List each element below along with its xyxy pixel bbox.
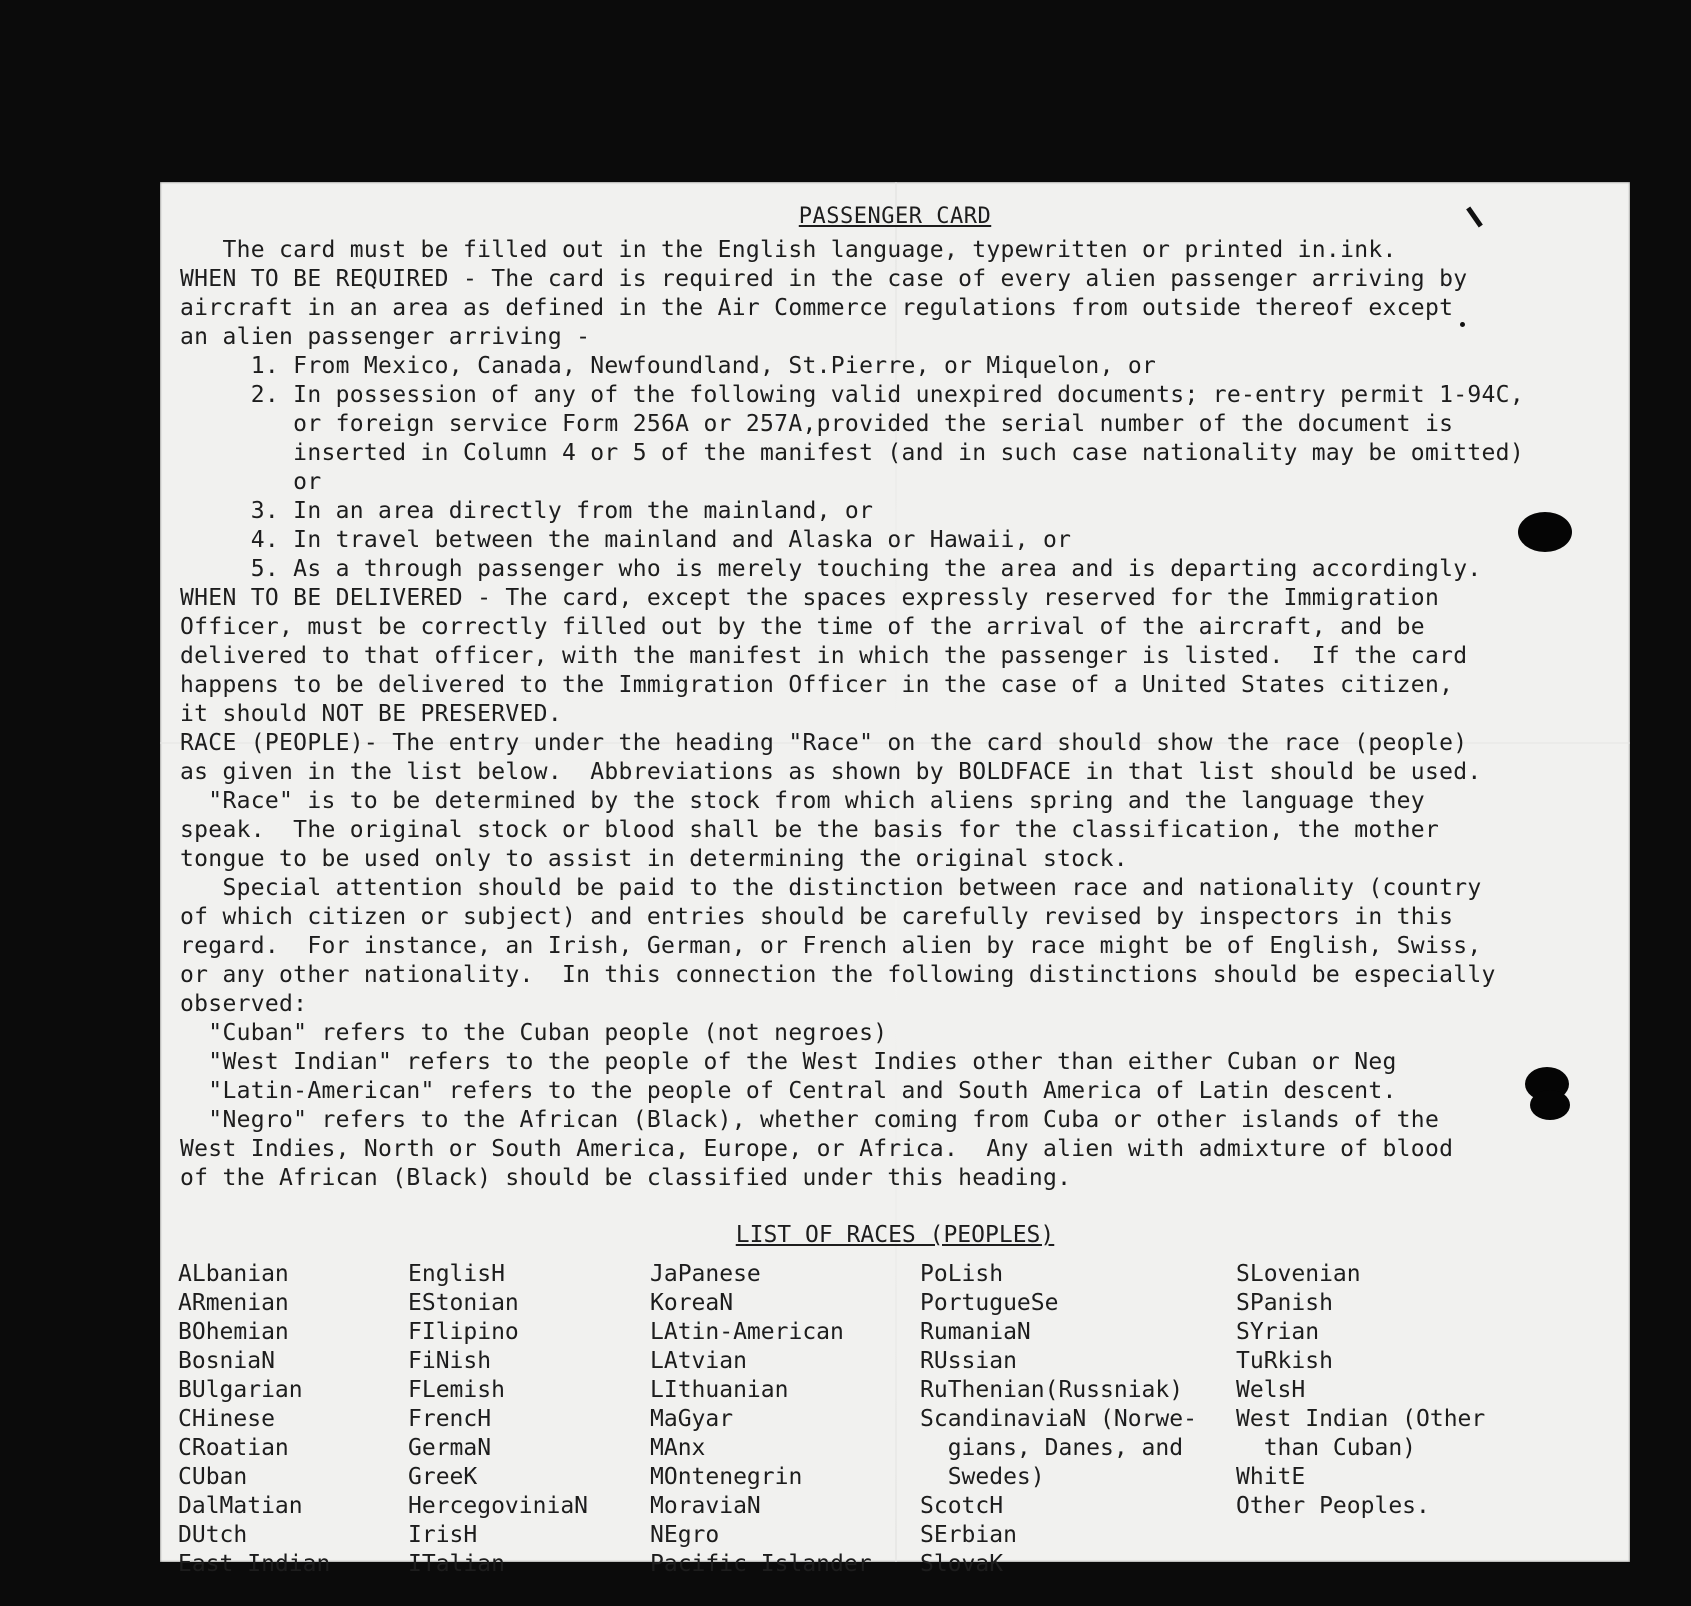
ink-blot xyxy=(1530,1090,1570,1120)
race-entry: WelsH xyxy=(1236,1377,1306,1403)
instruction-line: 3. In an area directly from the mainland, or xyxy=(180,498,874,524)
instruction-line: tongue to be used only to assist in determining the original stock. xyxy=(180,846,1128,872)
card-title: PASSENGER CARD xyxy=(798,204,992,229)
passenger-card xyxy=(160,182,1630,1577)
instruction-line: an alien passenger arriving - xyxy=(180,324,591,350)
race-entry: FIlipino xyxy=(408,1319,519,1345)
race-entry: ScandinaviaN (Norwe- xyxy=(920,1406,1197,1432)
instruction-line: "Cuban" refers to the Cuban people (not negroes) xyxy=(180,1020,888,1046)
instruction-line: "West Indian" refers to the people of the West Indies other than either Cuban or Neg xyxy=(180,1049,1397,1075)
race-entry: RUssian xyxy=(920,1348,1017,1374)
race-entry: EnglisH xyxy=(408,1261,505,1287)
race-entry: FrencH xyxy=(408,1406,492,1432)
instruction-line: of the African (Black) should be classified under this heading. xyxy=(180,1165,1072,1191)
instruction-line: it should NOT BE PRESERVED. xyxy=(180,701,562,727)
race-entry: gians, Danes, and xyxy=(920,1435,1184,1461)
race-entry: BosniaN xyxy=(178,1348,275,1374)
race-entry: SlovaK xyxy=(920,1551,1004,1577)
race-entry: SErbian xyxy=(920,1522,1017,1548)
race-entry: Other Peoples. xyxy=(1236,1493,1430,1519)
race-entry: CRoatian xyxy=(178,1435,289,1461)
race-entry: DalMatian xyxy=(178,1493,303,1519)
instruction-line: Special attention should be paid to the distinction between race and nationality (country xyxy=(180,875,1482,901)
race-entry: PoLish xyxy=(920,1261,1004,1287)
instruction-line: delivered to that officer, with the manifest in which the passenger is listed. If the card xyxy=(180,643,1468,669)
instruction-line: aircraft in an area as defined in the Air Commerce regulations from outside thereof except xyxy=(180,295,1454,321)
pen-mark xyxy=(1460,322,1465,327)
races-column xyxy=(650,1260,872,1579)
instruction-line: "Negro" refers to the African (Black), whether coming from Cuba or other islands of the xyxy=(180,1107,1440,1133)
races-list xyxy=(178,1260,1618,1577)
instruction-line: 5. As a through passenger who is merely touching the area and is departing accordingly. xyxy=(180,556,1482,582)
instruction-line: speak. The original stock or blood shall be the basis for the classification, the mother xyxy=(180,817,1440,843)
ink-blot xyxy=(1518,512,1572,552)
instruction-line: Officer, must be correctly filled out by the time of the arrival of the aircraft, and be xyxy=(180,614,1425,640)
race-entry: TuRkish xyxy=(1236,1348,1333,1374)
race-entry: SLovenian xyxy=(1236,1261,1361,1287)
instruction-line: happens to be delivered to the Immigration Officer in the case of a United States citizen, xyxy=(180,672,1454,698)
instruction-line: "Race" is to be determined by the stock from which aliens spring and the language they xyxy=(180,788,1425,814)
race-entry: GreeK xyxy=(408,1464,478,1490)
instruction-line: of which citizen or subject) and entries should be carefully revised by inspectors in this xyxy=(180,904,1454,930)
race-entry: RuThenian(Russniak) xyxy=(920,1377,1184,1403)
race-entry: NEgro xyxy=(650,1522,720,1548)
instruction-line: 4. In travel between the mainland and Alaska or Hawaii, or xyxy=(180,527,1072,553)
instruction-line: or xyxy=(180,469,322,495)
instruction-line: WHEN TO BE REQUIRED - The card is required in the case of every alien passenger arriving by xyxy=(180,266,1468,292)
instruction-line: West Indies, North or South America, Europe, or Africa. Any alien with admixture of blood xyxy=(180,1136,1454,1162)
race-entry: WhitE xyxy=(1236,1464,1306,1490)
race-entry: FiNish xyxy=(408,1348,492,1374)
race-entry: West Indian (Other xyxy=(1236,1406,1486,1432)
race-entry: EStonian xyxy=(408,1290,519,1316)
race-entry: SPanish xyxy=(1236,1290,1333,1316)
race-entry: BOhemian xyxy=(178,1319,289,1345)
race-entry: MAnx xyxy=(650,1435,706,1461)
race-entry: BUlgarian xyxy=(178,1377,303,1403)
race-entry: KoreaN xyxy=(650,1290,734,1316)
race-entry: MaGyar xyxy=(650,1406,734,1432)
race-entry: FLemish xyxy=(408,1377,505,1403)
race-entry: SYrian xyxy=(1236,1319,1320,1345)
race-entry: than Cuban) xyxy=(1236,1435,1417,1461)
race-entry: PortugueSe xyxy=(920,1290,1059,1316)
race-entry: LAtin-American xyxy=(650,1319,844,1345)
race-entry: ScotcH xyxy=(920,1493,1004,1519)
instruction-line: regard. For instance, an Irish, German, or French alien by race might be of English, Swiss, xyxy=(180,933,1482,959)
races-column xyxy=(1236,1260,1485,1521)
race-entry: IrisH xyxy=(408,1522,478,1548)
instruction-line: WHEN TO BE DELIVERED - The card, except the spaces expressly reserved for the Immigration xyxy=(180,585,1440,611)
race-entry: LAtvian xyxy=(650,1348,747,1374)
instruction-line: 1. From Mexico, Canada, Newfoundland, St.Pierre, or Miquelon, or xyxy=(180,353,1157,379)
races-column xyxy=(178,1260,330,1579)
race-entry: CHinese xyxy=(178,1406,275,1432)
race-entry: East Indian xyxy=(178,1551,331,1577)
race-entry: JaPanese xyxy=(650,1261,761,1287)
race-entry: MoraviaN xyxy=(650,1493,761,1519)
race-entry: RumaniaN xyxy=(920,1319,1031,1345)
races-list-title: LIST OF RACES (PEOPLES) xyxy=(735,1222,1055,1248)
instruction-line: "Latin-American" refers to the people of Central and South America of Latin descent. xyxy=(180,1078,1397,1104)
race-entry: GermaN xyxy=(408,1435,492,1461)
instruction-line: as given in the list below. Abbreviations as shown by BOLDFACE in that list should be used. xyxy=(180,759,1482,785)
race-entry: ARmenian xyxy=(178,1290,289,1316)
instructions-text xyxy=(180,236,1620,1193)
instruction-line: inserted in Column 4 or 5 of the manifest (and in such case nationality may be omitted) xyxy=(180,440,1524,466)
race-entry: MOntenegrin xyxy=(650,1464,803,1490)
instruction-line: observed: xyxy=(180,991,308,1017)
races-column xyxy=(920,1260,1197,1579)
race-entry: LIthuanian xyxy=(650,1377,789,1403)
races-column xyxy=(408,1260,588,1579)
instruction-line: or foreign service Form 256A or 257A,provided the serial number of the document is xyxy=(180,411,1454,437)
instruction-line: RACE (PEOPLE)- The entry under the heading "Race" on the card should show the race (people) xyxy=(180,730,1468,756)
race-entry: ITalian xyxy=(408,1551,505,1577)
race-entry: ALbanian xyxy=(178,1261,289,1287)
race-entry: Pacific Islander xyxy=(650,1551,872,1577)
instruction-line: The card must be filled out in the English language, typewritten or printed in.ink. xyxy=(180,237,1397,263)
race-entry: DUtch xyxy=(178,1522,248,1548)
instruction-line: or any other nationality. In this connection the following distinctions should be especially xyxy=(180,962,1496,988)
race-entry: Swedes) xyxy=(920,1464,1045,1490)
race-entry: HercegoviniaN xyxy=(408,1493,589,1519)
instruction-line: 2. In possession of any of the following valid unexpired documents; re-entry permit 1-94C, xyxy=(180,382,1524,408)
race-entry: CUban xyxy=(178,1464,248,1490)
